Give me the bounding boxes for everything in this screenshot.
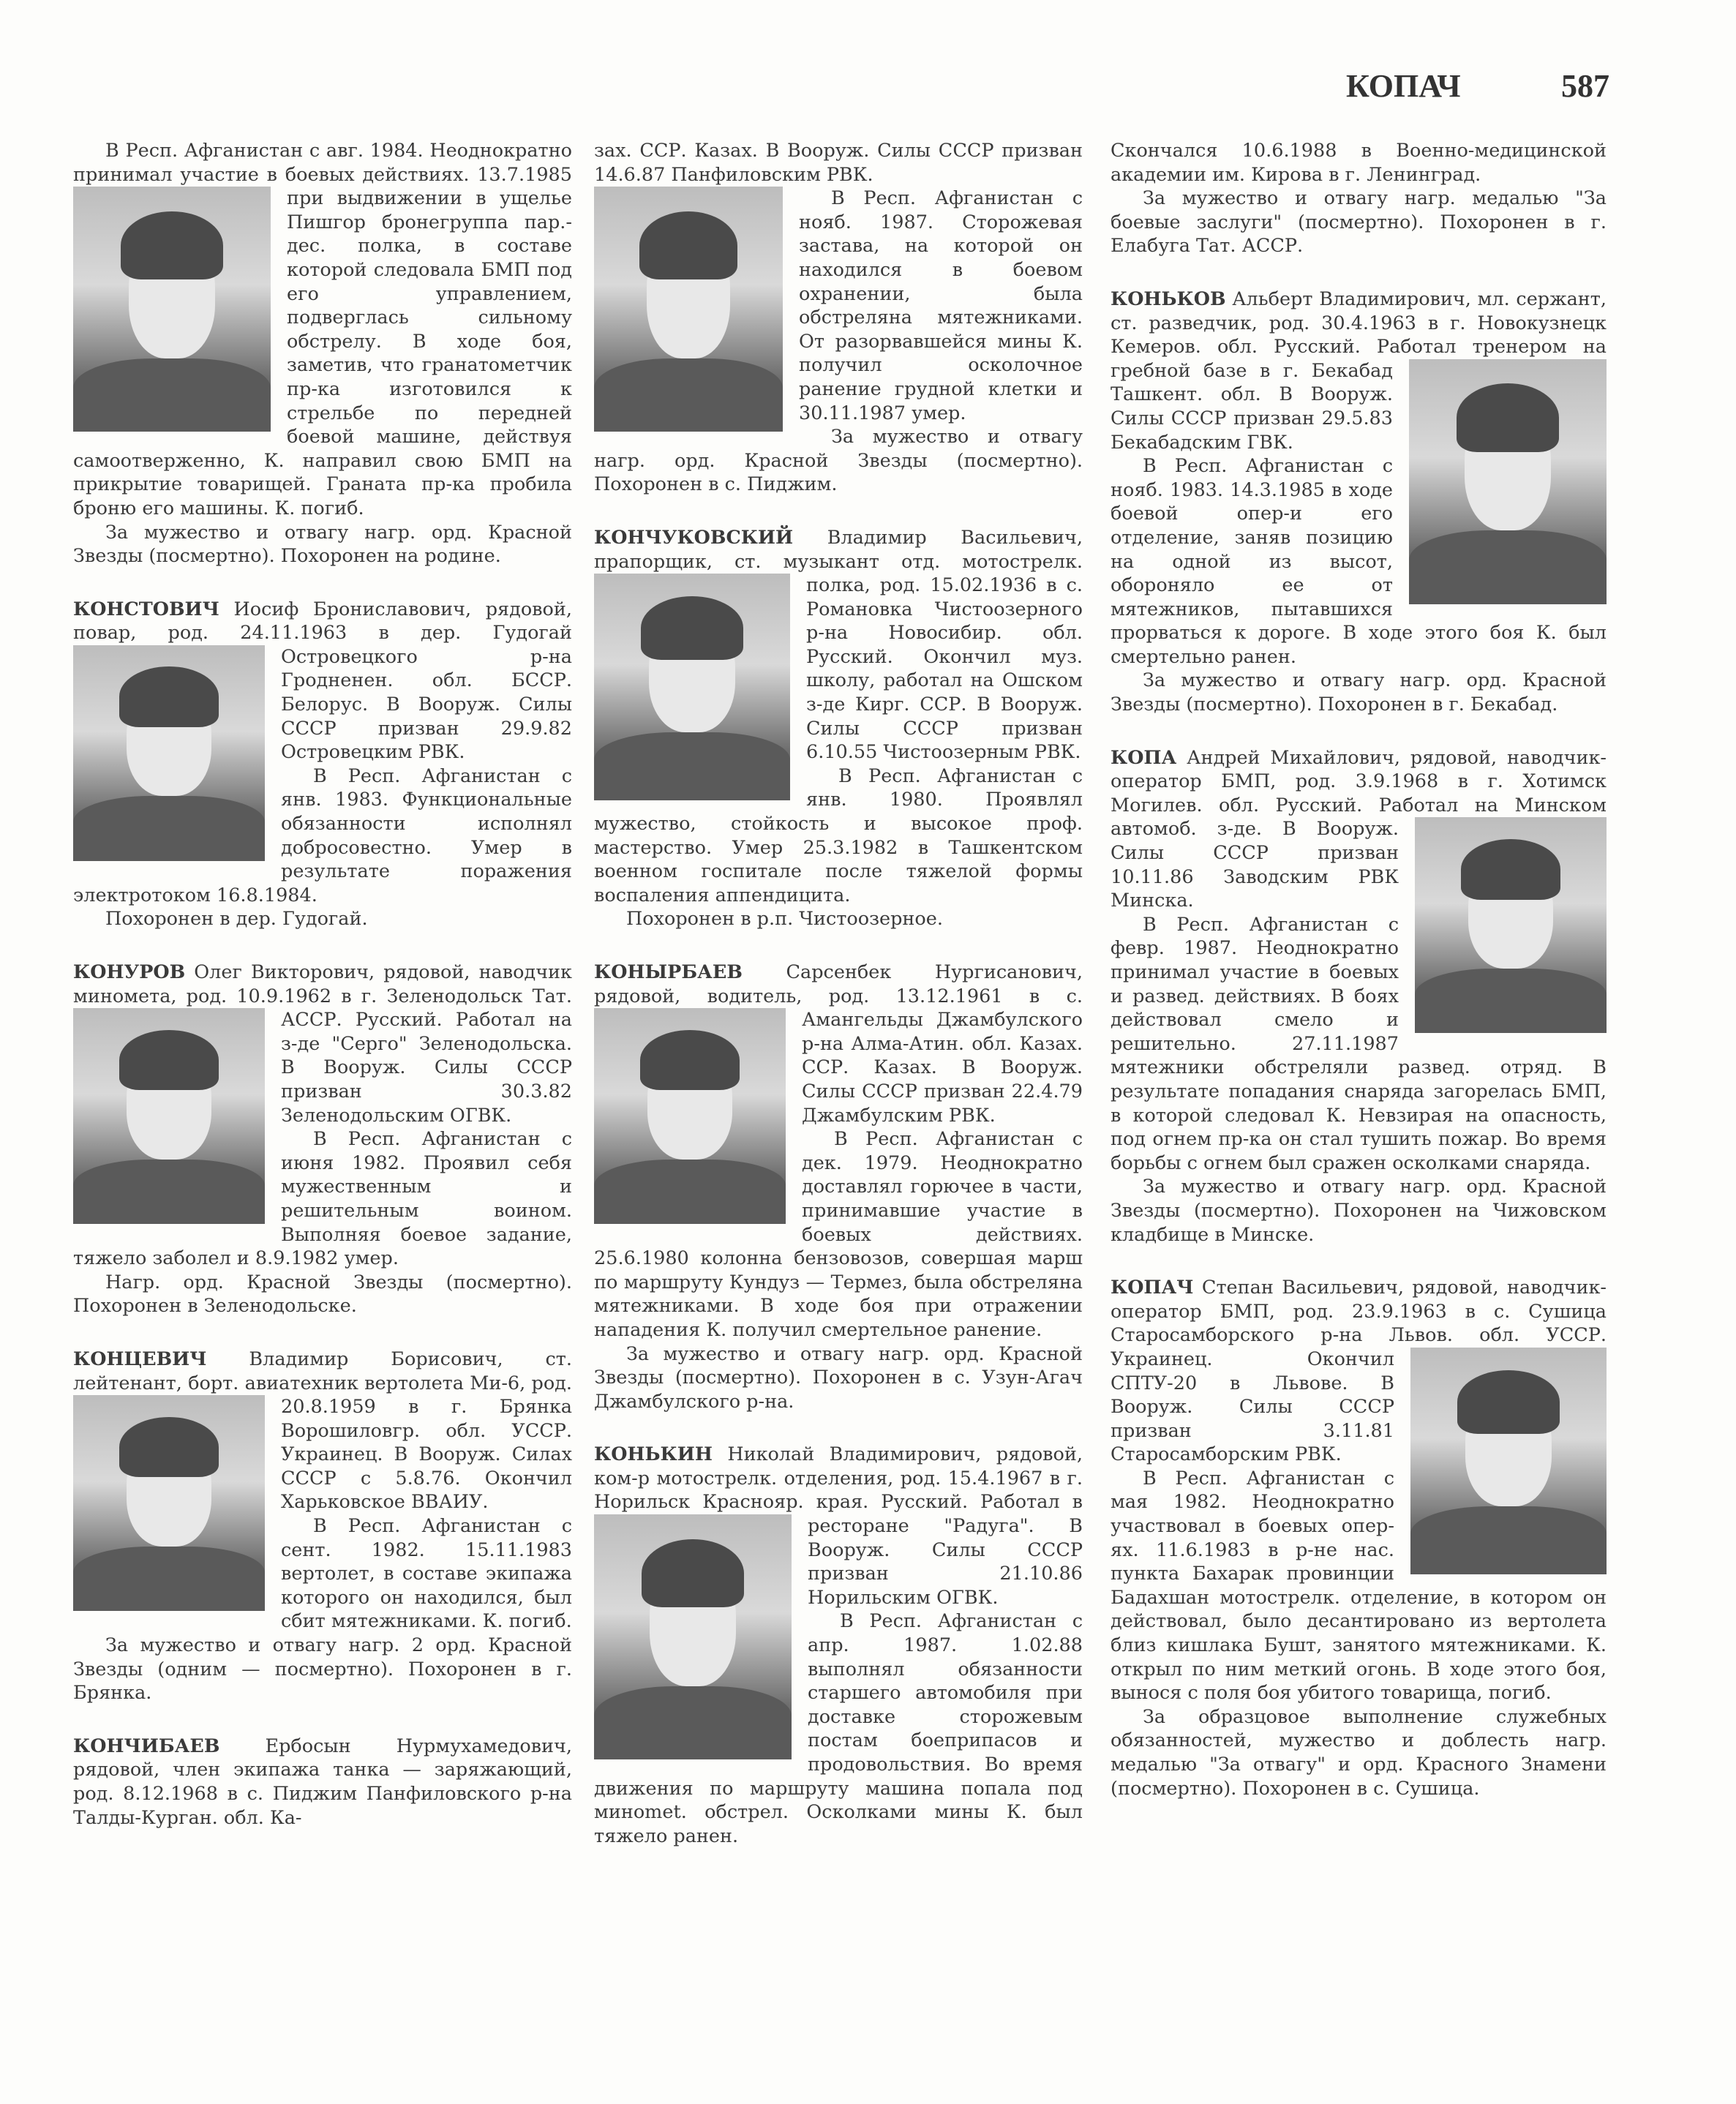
entry-text: В Респ. Афганистан с янв. 1980. Проявлял мужество, стойкость и высокое проф. мастерство. Умер 25.3.1982 в Ташкентском военном госпитале после тяжелой формы воспаления аппендицита. xyxy=(594,764,1083,906)
entry-konchibaev xyxy=(73,1735,572,1830)
portrait-photo xyxy=(73,1008,265,1224)
portrait-photo xyxy=(73,645,265,861)
photo-hair xyxy=(639,211,737,280)
portrait-photo xyxy=(73,1395,265,1611)
entry-surname: КОНЫРБАЕВ xyxy=(594,961,743,983)
entry-text: В Респ. Афганистан с мая 1982. Неоднократно участвовал в боевых опер-ях. 11.6.1983 в р-не нас. пункта Бахарак провинции Бадахшан мотострелк. отделение, в котором он действовал, было десантировано из вертолета близ кишлака Бушт, занятого мятежниками. К. открыл по ним меткий огонь. В ходе этого боя, вынося с поля боя убитого товарища, погиб. xyxy=(1111,1467,1607,1705)
photo-hair xyxy=(641,596,743,660)
entry-text: За мужество и отвагу нагр. орд. Красной Звезды (посмертно). Похоронен в г. Бекабад. xyxy=(1111,669,1607,716)
entry-text: За мужество и отвагу нагр. орд. Красной Звезды (посмертно). Похоронен на Чижовском кладбище в Минске. xyxy=(1111,1176,1607,1246)
entry-intro: Сарсенбек Нургисанович, рядовой, водитель, род. 13.12.1961 в с. Амангельды Джамбулского р-на Алма-Атин. обл. Казах. ССР. Казах. В Вооруж. Силы СССР призван 22.4.79 Джамбулским РВК. xyxy=(594,961,1083,1127)
entry-intro: Владимир Борисович, ст. лейтенант, борт. авиатехник вертолета Ми-6, род. 20.8.1959 в г. Брянка Ворошиловгр. обл. УССР. Украинец. В Вооруж. Силах СССР с 5.8.76. Окончил Харьковское ВВАИУ. xyxy=(73,1348,572,1514)
photo-hair xyxy=(121,211,223,280)
entry-surname: КОНУРОВ xyxy=(73,961,186,983)
entry-text: В Респ. Афганистан с нояб. 1983. 14.3.1985 в ходе боевой опер-и его отделение, заняв позицию на одной из высот, обороняло ее от мятежников, пытавшихся прорваться к дороге. В ходе этого боя К. был смертельно ранен. xyxy=(1111,455,1607,668)
photo-hair xyxy=(1457,1370,1559,1434)
entry-intro: Степан Васильевич, рядовой, наводчик-оператор БМП, род. 23.9.1963 в с. Сушица Старосамборского р-на Львов. обл. УССР. Украинец. Окончил СПТУ-20 в Львове. В Вооруж. Силы СССР призван 3.11.81 Старосамборским РВК. xyxy=(1111,1277,1607,1466)
entry-paragraph xyxy=(1111,1705,1607,1800)
photo-body xyxy=(73,796,265,861)
entry-text: За мужество и отвагу нагр. орд. Красной Звезды (посмертно). Похоронен на родине. xyxy=(73,521,572,568)
photo-body xyxy=(594,1160,786,1225)
entry-intro: Иосиф Брониславович, рядовой, повар, род. 24.11.1963 в дер. Гудогай Островецкого р-на Гродненен. обл. БССР. Белорус. В Вооруж. Силы СССР призван 29.9.82 Островецким РВК. xyxy=(73,598,572,764)
entry-intro: Альберт Владимирович, мл. сержант, ст. разведчик, род. 30.4.1963 в г. Новокузнецк Кемеров. обл. Русский. Работал тренером на гребной базе в г. Бекабад Ташкент. обл. В Вооруж. Силы СССР призван 29.5.83 Бекабадским ГВК. xyxy=(1111,288,1607,454)
entry-paragraph xyxy=(594,139,1083,187)
entry-paragraph xyxy=(73,1634,572,1705)
entry-konkov xyxy=(1111,288,1607,717)
photo-hair xyxy=(640,1030,740,1091)
entry-konurov xyxy=(73,961,572,1318)
entry-surname: КОНЦЕВИЧ xyxy=(73,1348,207,1370)
column-1 xyxy=(73,139,572,1850)
entry-surname: КОПАЧ xyxy=(1111,1277,1194,1299)
entry-konkin xyxy=(594,1443,1083,1848)
entry-intro: Олег Викторович, рядовой, наводчик миномета, род. 10.9.1962 в г. Зеленодольск Тат. АССР. Русский. Работал на з-де "Серго" Зеленодольска. В Вооруж. Силы СССР призван 30.3.82 Зеленодольским ОГВК. xyxy=(73,961,572,1127)
entry-konstovich xyxy=(73,598,572,931)
entry-konyrbaev xyxy=(594,961,1083,1413)
entry-text: В Респ. Афганистан с янв. 1983. Функциональные обязанности исполнял добросовестно. Умер в результате поражения электротоком 16.8.1984. xyxy=(73,764,572,906)
entry-paragraph xyxy=(73,1735,572,1830)
entry-intro: Ербосын Нурмухамедович, рядовой, член экипажа танка — заряжающий, род. 8.12.1968 в с. Пиджим Панфиловского р-на Талды-Курган. обл. Ка- xyxy=(73,1735,572,1829)
photo-body xyxy=(1415,969,1607,1034)
entry-surname: КОПА xyxy=(1111,746,1177,769)
entry-intro: Скончался 10.6.1988 в Военно-медицинской академии им. Кирова в г. Ленинград. xyxy=(1111,140,1607,186)
entry-text: В Респ. Афганистан с февр. 1987. Неоднократно принимал участие в боевых и развед. действиях. В боях действовал смело и решительно. 27.11.1987 мятежники обстреляли развед. отряд. В результате попадания снаряда загорелась БМП, в которой следовал К. Невзирая на опасность, под огнем пр-ка он стал тушить пожар. Во время борьбы с огнем был сражен осколками снаряда. xyxy=(1111,913,1607,1174)
photo-hair xyxy=(119,1417,219,1478)
entry-paragraph xyxy=(594,907,1083,931)
photo-hair xyxy=(119,666,219,727)
portrait-photo xyxy=(1410,1348,1607,1574)
entry-paragraph xyxy=(73,907,572,931)
entry-paragraph xyxy=(1111,1175,1607,1247)
photo-hair xyxy=(1457,383,1559,452)
photo-body xyxy=(1410,1506,1607,1574)
entry-text: В Респ. Афганистан с нояб. 1987. Сторожевая застава, на которой он находился в боевом охранении, была обстреляна мятежниками. От разорвавшейся мины К. получил осколочное ранение грудной клетки и 30.11.1987 умер. xyxy=(799,187,1083,424)
photo-body xyxy=(594,358,783,432)
entry-paragraph xyxy=(73,521,572,568)
portrait-photo xyxy=(594,1008,786,1224)
entry-continued xyxy=(1111,139,1607,258)
photo-hair xyxy=(642,1539,744,1608)
entry-text: В Респ. Афганистан с авг. 1984. Неоднократно принимал участие в боевых действиях. 13.7.1985 при выдвижении в ущелье Пишгор бронегруппа пар.-дес. полка, в составе которой следовала БМП под его управлением, подверглась сильному обстрелу. В ходе боя, заметив, что гранатометчик пр-ка изготовился к стрельбе по передней боевой машине, действуя самоотверженно, К. направил свою БМП на прикрытие товарищей. Граната пр-ка пробила броню его машины. К. погиб. xyxy=(73,140,572,519)
portrait-photo xyxy=(594,1514,792,1759)
portrait-photo xyxy=(73,187,271,432)
entry-surname: КОНЧУКОВСКИЙ xyxy=(594,526,794,549)
entry-surname: КОНСТОВИЧ xyxy=(73,598,219,620)
entry-paragraph xyxy=(73,1271,572,1318)
entry-intro: Андрей Михайлович, рядовой, наводчик-оператор БМП, род. 3.9.1968 в г. Хотимск Могилев. обл. Русский. Работал на Минском автомоб. з-де. В Вооруж. Силы СССР призван 10.11.86 Заводским РВК Минска. xyxy=(1111,746,1607,912)
portrait-photo xyxy=(1409,359,1607,604)
portrait-photo xyxy=(1415,817,1607,1033)
entry-text: За мужество и отвагу нагр. 2 орд. Красной Звезды (одним — посмертно). Похоронен в г. Брянка. xyxy=(73,1634,572,1705)
entry-text: За образцовое выполнение служебных обязанностей, мужество и доблесть нагр. медалью "За отвагу" и орд. Красного Знамени (посмертно). Похоронен в с. Сушица. xyxy=(1111,1705,1607,1800)
photo-body xyxy=(73,1160,265,1225)
photo-body xyxy=(73,1547,265,1612)
column-3 xyxy=(1111,139,1607,1821)
entry-surname: КОНЧИБАЕВ xyxy=(73,1735,220,1757)
entry-text: За мужество и отвагу нагр. медалью "За боевые заслуги" (посмертно). Похоронен в г. Елабуга Тат. АССР. xyxy=(1111,187,1607,258)
entry-text: Нагр. орд. Красной Звезды (посмертно). Похоронен в Зеленодольске. xyxy=(73,1271,572,1318)
entry-konchukovsky xyxy=(594,526,1083,931)
column-2 xyxy=(594,139,1083,1868)
photo-body xyxy=(594,1686,792,1760)
entry-intro: зах. ССР. Казах. В Вооруж. Силы СССР призван 14.6.87 Панфиловским РВК. xyxy=(594,140,1083,186)
entry-paragraph xyxy=(1111,139,1607,187)
entry-text: Похоронен в р.п. Чистоозерное. xyxy=(626,908,943,931)
photo-hair xyxy=(119,1030,219,1091)
entry-intro: Владимир Васильевич, прапорщик, ст. музыкант отд. мотострелк. полка, род. 15.02.1936 в с. Романовка Чистоозерного р-на Новосибир. обл. Русский. Окончил муз. школу, работал на Ошском з-де Кирг. ССР. В Вооруж. Силы СССР призван 6.10.55 Чистоозерным РВК. xyxy=(594,526,1083,764)
entry-intro: Николай Владимирович, рядовой, ком-р мотострелк. отделения, род. 15.4.1967 в г. Норильск Краснояр. края. Русский. Работал в ресторане "Радуга". В Вооруж. Силы СССР призван 21.10.86 Норильским ОГВК. xyxy=(594,1443,1083,1609)
entry-paragraph xyxy=(594,1342,1083,1414)
photo-body xyxy=(594,732,790,800)
entry-text: Похоронен в дер. Гудогай. xyxy=(105,908,368,931)
page-number: 587 xyxy=(1561,68,1609,104)
entry-kontsevich xyxy=(73,1348,572,1705)
entry-text: В Респ. Афганистан с сент. 1982. 15.11.1983 вертолет, в составе экипажа которого он находился, был сбит мятежниками. К. погиб. xyxy=(281,1515,572,1633)
page-header xyxy=(1346,67,1609,111)
portrait-photo xyxy=(594,187,783,432)
entry-text: В Респ. Афганистан с июня 1982. Проявил себя мужественным и решительным воином. Выполняя боевое задание, тяжело заболел и 8.9.1982 умер. xyxy=(73,1128,572,1270)
entry-text: За мужество и отвагу нагр. орд. Красной Звезды (посмертно). Похоронен в с. Пиджим. xyxy=(594,426,1083,496)
entry-text: В Респ. Афганистан с дек. 1979. Неоднократно доставлял горючее в части, принимавшие участие в боевых действиях. 25.6.1980 колонна бензовозов, совершая марш по маршруту Кундуз — Термез, была обстреляна мятежниками. В ходе боя при отражении нападения К. получил смертельное ранение. xyxy=(594,1128,1083,1341)
portrait-photo xyxy=(594,574,790,800)
entry-kopach xyxy=(1111,1276,1607,1800)
entry-text: В Респ. Афганистан с апр. 1987. 1.02.88 выполнял обязанности старшего автомобиля при доставке сторожевым постам боеприпасов и продовольствия. Во время движения по маршруту машина попала под минomet. обстрел. Осколками мины К. был тяжело ранен. xyxy=(594,1610,1083,1847)
entry-continued xyxy=(594,139,1083,497)
entry-kopa xyxy=(1111,746,1607,1247)
entry-text: За мужество и отвагу нагр. орд. Красной Звезды (посмертно). Похоронен в с. Узун-Агач Джамбулского р-на. xyxy=(594,1342,1083,1413)
entry-paragraph xyxy=(1111,187,1607,258)
running-head: КОПАЧ xyxy=(1346,68,1461,104)
entry-surname: КОНЬКОВ xyxy=(1111,288,1226,310)
entry-paragraph xyxy=(1111,669,1607,716)
entry-continued xyxy=(73,139,572,568)
photo-body xyxy=(73,358,271,432)
photo-hair xyxy=(1461,839,1560,900)
entry-paragraph xyxy=(594,425,1083,497)
photo-body xyxy=(1409,530,1607,604)
entry-surname: КОНЬКИН xyxy=(594,1443,713,1466)
